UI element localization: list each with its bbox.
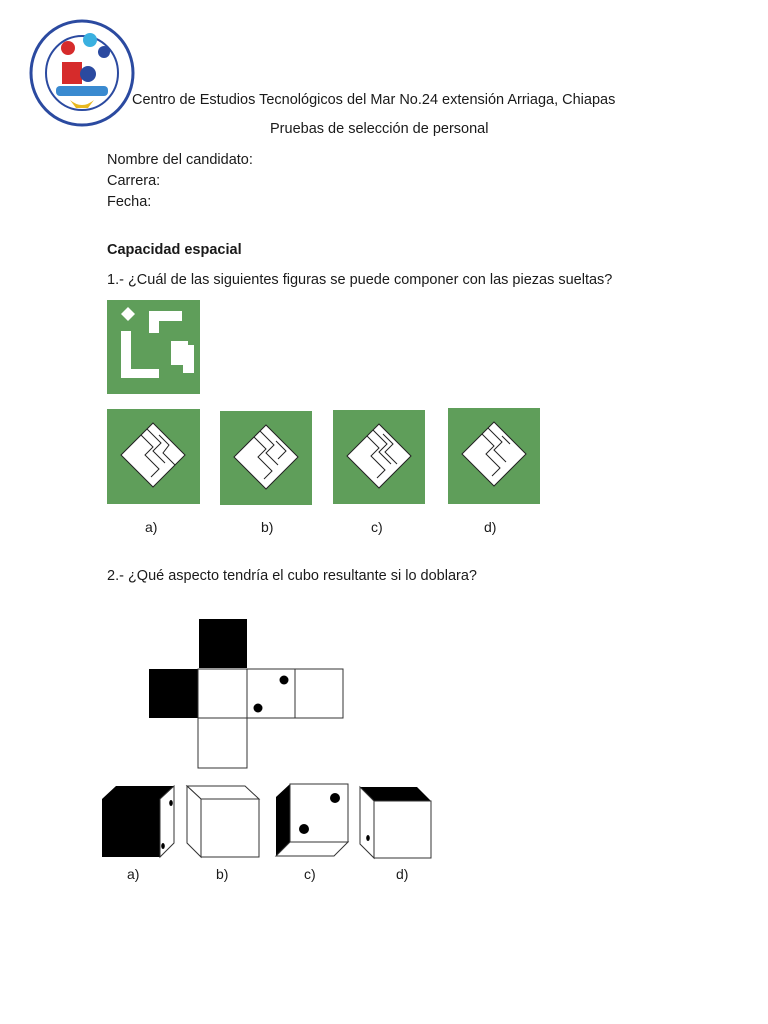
school-logo: [28, 18, 136, 128]
option-1c-figure[interactable]: [333, 410, 425, 504]
institution-title: Centro de Estudios Tecnológicos del Mar No.24 extensión Arriaga, Chiapas: [132, 92, 616, 108]
option-2a-label: a): [127, 866, 140, 882]
date-label: Fecha:: [107, 194, 152, 210]
option-1b-figure[interactable]: [220, 411, 312, 505]
option-2d-label: d): [396, 866, 409, 882]
option-2c-label: c): [304, 866, 316, 882]
option-2d-cube[interactable]: [359, 786, 433, 860]
option-2b-label: b): [216, 866, 229, 882]
question-1-text: 1.- ¿Cuál de las siguientes figuras se puede componer con las piezas sueltas?: [107, 272, 613, 288]
section-title: Capacidad espacial: [107, 242, 242, 258]
option-2a-cube[interactable]: [101, 785, 177, 859]
option-1d-label: d): [484, 519, 497, 535]
option-2b-cube[interactable]: [186, 785, 262, 859]
option-1b-label: b): [261, 519, 274, 535]
option-1d-figure[interactable]: [448, 408, 540, 504]
loose-pieces-figure: [107, 300, 200, 394]
document-subtitle: Pruebas de selección de personal: [270, 121, 489, 137]
option-1a-label: a): [145, 519, 158, 535]
cube-net-figure: [148, 618, 345, 770]
option-1a-figure[interactable]: [107, 409, 200, 504]
candidate-name-label: Nombre del candidato:: [107, 152, 253, 168]
career-label: Carrera:: [107, 173, 161, 189]
option-1c-label: c): [371, 519, 383, 535]
option-2c-cube[interactable]: [275, 783, 351, 859]
question-2-text: 2.- ¿Qué aspecto tendría el cubo resultante si lo doblara?: [107, 568, 477, 584]
